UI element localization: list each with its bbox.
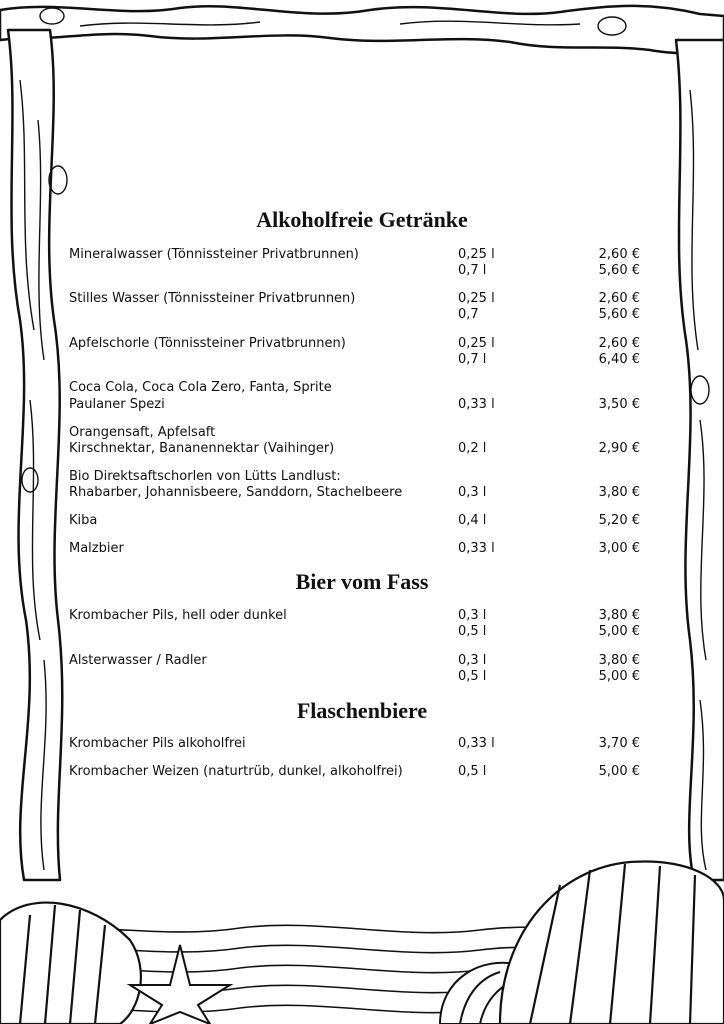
item-name: Krombacher Pils, hell oder dunkel [69, 608, 287, 623]
item-price: 5,00 € [598, 764, 640, 779]
item-name: Stilles Wasser (Tönnissteiner Privatbrunnen) [69, 291, 356, 306]
item-name: Kirschnektar, Bananennektar (Vaihinger) [69, 441, 335, 456]
item-price: 2,60 € [598, 247, 640, 262]
item-name: Kiba [69, 513, 98, 528]
item-volume: 0,25 l [458, 291, 495, 306]
starfish [130, 945, 230, 1024]
item-name: Malzbier [69, 541, 124, 556]
section-heading-bier-vom-fass: Bier vom Fass [295, 569, 429, 594]
item-volume: 0,3 l [458, 653, 487, 668]
item-volume: 0,7 l [458, 263, 487, 278]
item-price: 5,00 € [598, 624, 640, 639]
item-price: 3,80 € [598, 653, 640, 668]
item-volume: 0,2 l [458, 441, 487, 456]
left-log [8, 30, 62, 880]
item-volume: 0,25 l [458, 336, 495, 351]
item-price: 5,60 € [598, 307, 640, 322]
item-volume: 0,3 l [458, 608, 487, 623]
right-shell [500, 862, 724, 1024]
section-heading-flaschenbiere: Flaschenbiere [296, 698, 428, 723]
item-name: Rhabarber, Johannisbeere, Sanddorn, Stachelbeere [69, 485, 403, 500]
item-name: Krombacher Pils alkoholfrei [69, 736, 246, 751]
top-branch [0, 6, 724, 60]
item-name: Krombacher Weizen (naturtrüb, dunkel, alkoholfrei) [69, 764, 403, 779]
item-price: 5,60 € [598, 263, 640, 278]
item-price: 3,70 € [598, 736, 640, 751]
item-price: 2,60 € [598, 291, 640, 306]
item-name: Apfelschorle (Tönnissteiner Privatbrunnen) [69, 336, 346, 351]
right-log [676, 40, 724, 880]
item-price: 3,00 € [598, 541, 640, 556]
item-volume: 0,7 [458, 307, 479, 322]
item-name: Alsterwasser / Radler [69, 653, 207, 668]
item-price: 3,80 € [598, 608, 640, 623]
left-shell [0, 903, 141, 1024]
item-volume: 0,25 l [458, 247, 495, 262]
item-price: 5,00 € [598, 669, 640, 684]
section-heading-alkoholfrei: Alkoholfreie Getränke [256, 207, 468, 232]
item-price: 2,90 € [598, 441, 640, 456]
item-price: 6,40 € [598, 352, 640, 367]
item-price: 5,20 € [598, 513, 640, 528]
item-name: Orangensaft, Apfelsaft [69, 425, 216, 440]
item-name: Paulaner Spezi [69, 397, 165, 412]
item-name: Mineralwasser (Tönnissteiner Privatbrunnen) [69, 247, 359, 262]
item-volume: 0,33 l [458, 541, 495, 556]
item-price: 3,80 € [598, 485, 640, 500]
item-volume: 0,3 l [458, 485, 487, 500]
item-volume: 0,33 l [458, 736, 495, 751]
item-volume: 0,5 l [458, 669, 487, 684]
item-price: 3,50 € [598, 397, 640, 412]
item-price: 2,60 € [598, 336, 640, 351]
item-name: Coca Cola, Coca Cola Zero, Fanta, Sprite [69, 380, 332, 395]
item-volume: 0,7 l [458, 352, 487, 367]
item-volume: 0,5 l [458, 624, 487, 639]
item-volume: 0,4 l [458, 513, 487, 528]
item-volume: 0,5 l [458, 764, 487, 779]
item-name: Bio Direktsaftschorlen von Lütts Landlust: [69, 469, 341, 484]
item-volume: 0,33 l [458, 397, 495, 412]
